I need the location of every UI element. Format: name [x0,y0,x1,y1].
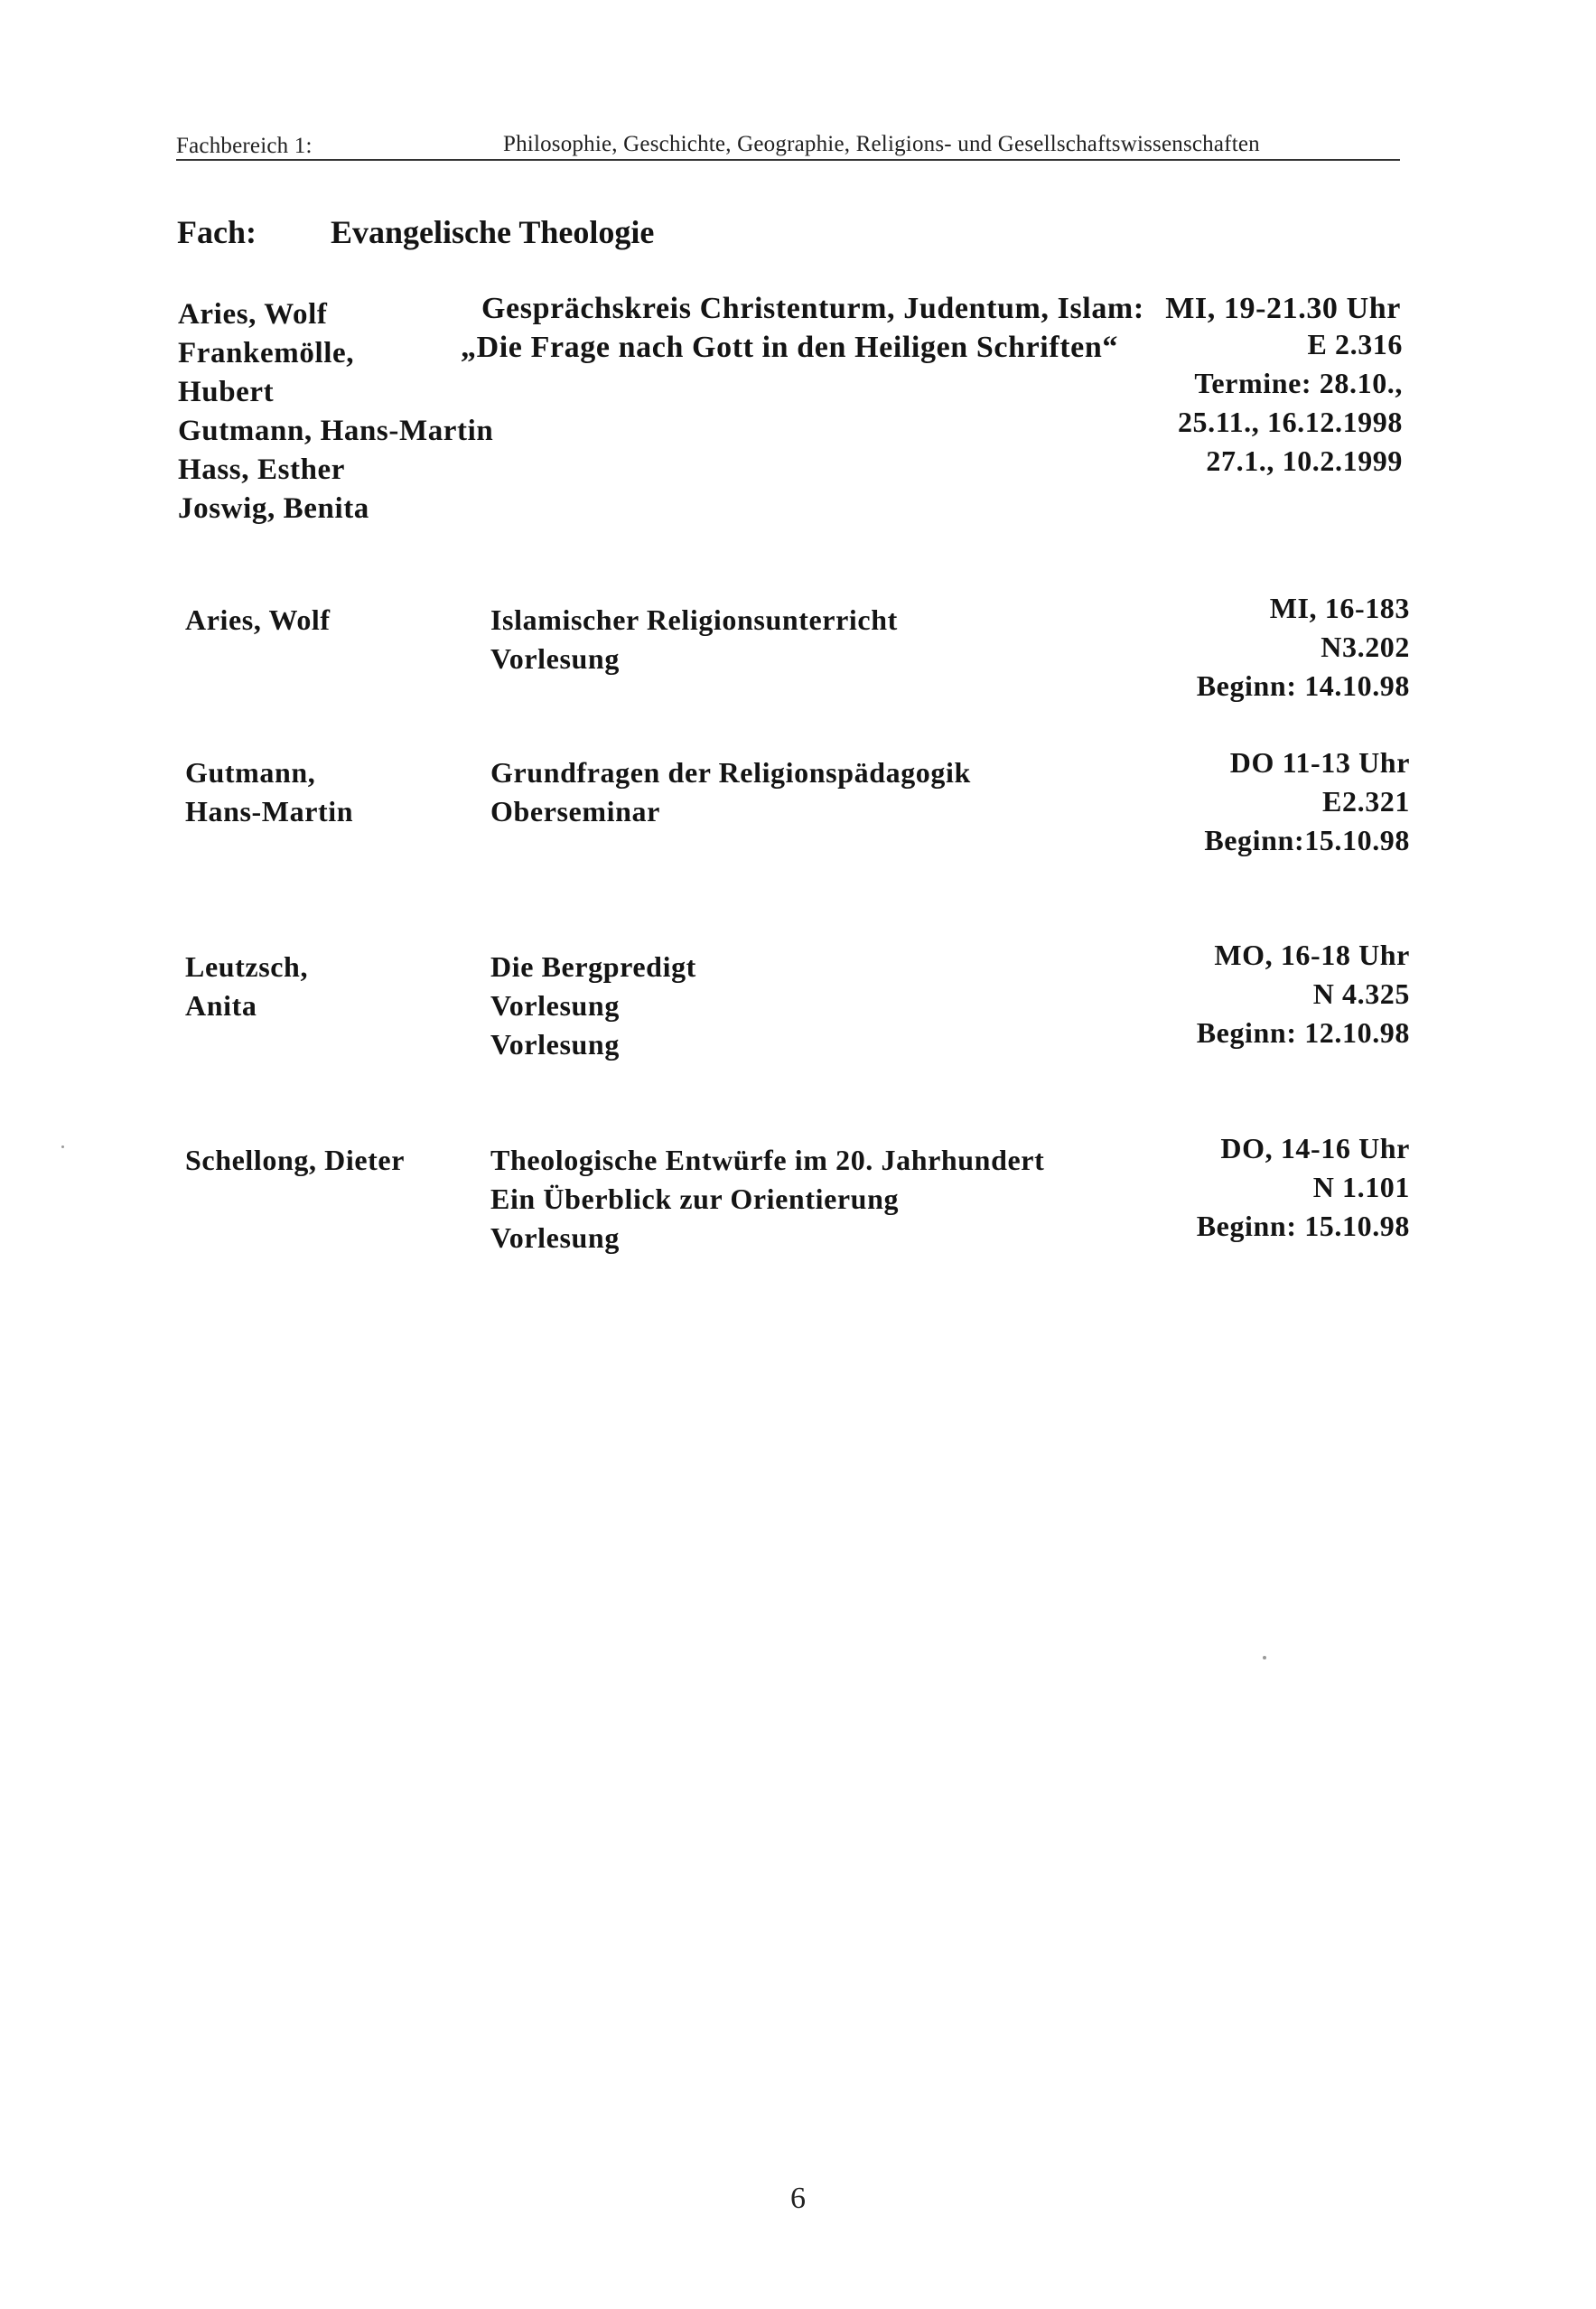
scan-speck [1263,1656,1266,1659]
course-lecturer [185,1141,405,1180]
course-dates: 27.1., 10.2.1999 [1206,444,1403,477]
discussion-circle-title: Gesprächskreis Christenturm, Judentum, Islam: [481,292,1144,325]
course-title-line: Grundfragen der Religionspädagogik [490,756,971,789]
course-start: Beginn: 14.10.98 [1196,669,1410,702]
course-title [490,753,971,831]
header-department-description: Philosophie, Geschichte, Geographie, Religions- und Gesellschaftswissenschaften [503,132,1260,156]
course-room: N 4.325 [1312,977,1410,1010]
course-type: Vorlesung [490,989,620,1022]
course-subtitle: Ein Überblick zur Orientierung [490,1183,900,1215]
course-type: Oberseminar [490,795,660,827]
course-dates: Termine: 28.10., [1194,367,1403,399]
lecturer-name: Hans-Martin [185,795,354,827]
course-type: Vorlesung [490,642,620,675]
lecturer-name: Aries, Wolf [185,603,331,636]
course-lecturer [185,753,353,831]
course-dates: 25.11., 16.12.1998 [1177,406,1403,438]
subject-value: Evangelische Theologie [331,214,655,250]
course-type: Vorlesung [490,1221,620,1254]
lecturer-name: Joswig, Benita [178,492,369,525]
discussion-circle-lecturers [178,295,493,528]
course-time: MO, 16-18 Uhr [1214,939,1410,971]
course-time: DO 11-13 Uhr [1229,746,1410,779]
course-room: E 2.316 [1307,328,1403,360]
course-room: N 1.101 [1312,1171,1410,1203]
course-room: E2.321 [1322,785,1410,818]
course-title [490,1141,1044,1257]
course-start: Beginn:15.10.98 [1204,824,1410,856]
lecturer-name: Gutmann, [185,756,316,789]
lecturer-name: Hubert [178,376,275,408]
course-title [490,948,696,1064]
subject-label: Fach: [177,214,257,250]
course-time: MI, 16-183 [1269,592,1410,624]
discussion-circle-time: MI, 19-21.30 Uhr [1165,292,1401,325]
lecturer-name: Leutzsch, [185,950,309,983]
lecturer-name: Anita [185,989,257,1022]
course-schedule [1197,589,1410,706]
page-header [176,116,1400,161]
course-title-line: Die Bergpredigt [490,950,696,983]
course-start: Beginn: 12.10.98 [1196,1016,1410,1049]
course-schedule [1197,1129,1410,1246]
discussion-circle-subtitle: „Die Frage nach Gott in den Heiligen Schriften“ [461,331,1118,364]
lecturer-name: Gutmann, Hans-Martin [178,415,494,447]
lecturer-name: Schellong, Dieter [185,1144,406,1176]
lecturer-name: Aries, Wolf [178,298,328,331]
course-title [490,601,898,678]
course-type: Vorlesung [490,1028,620,1061]
lecturer-name: Hass, Esther [178,453,346,486]
course-room: N3.202 [1321,631,1410,663]
course-schedule [1204,743,1410,860]
course-time: DO, 14-16 Uhr [1220,1132,1410,1164]
course-start: Beginn: 15.10.98 [1196,1210,1410,1242]
course-lecturer [185,601,331,640]
scan-speck [61,1145,64,1148]
discussion-circle-details [1178,325,1403,481]
header-department: Fachbereich 1: [176,134,313,158]
course-title-line: Islamischer Religionsunterricht [490,603,898,636]
header-underline [176,159,1400,161]
lecturer-name: Frankemölle, [178,337,355,369]
course-title-line: Theologische Entwürfe im 20. Jahrhundert [490,1144,1045,1176]
subject-heading [177,213,654,251]
page-number: 6 [790,2182,806,2215]
course-schedule [1197,936,1410,1052]
course-lecturer [185,948,308,1025]
